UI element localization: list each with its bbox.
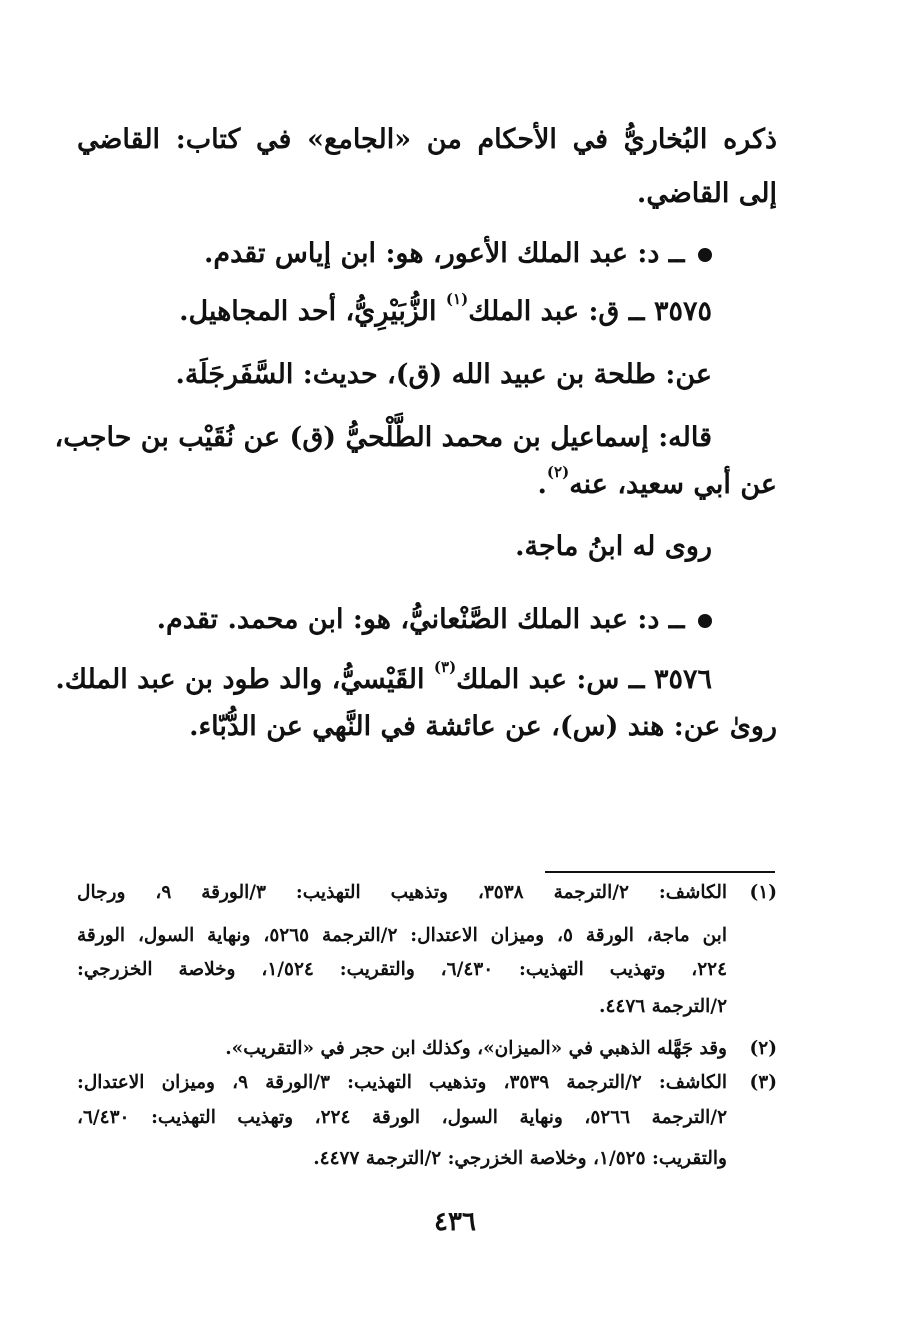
text-line: ذكره البُخاريُّ في الأحكام من «الجامع» في كتاب: القاضي [77, 124, 777, 155]
entry-number-name: ٣٥٧٥ ــ ق: عبد الملك [468, 296, 712, 327]
text-line: روىٰ عن: هند (س)، عن عائشة في النَّهي عن الدُّبّاء. [189, 711, 777, 742]
text-span: . [537, 469, 547, 500]
text-line: قاله: إسماعيل بن محمد الطَّلْحيُّ (ق) عن نُقَيْب بن حاجب، [54, 422, 712, 453]
footnote-line: ٢٢٤، وتهذيب التهذيب: ٦/٤٣٠، والتقريب: ١/٥٢٤، وخلاصة الخزرجي: [77, 959, 728, 980]
entry-line [204, 234, 712, 274]
footnote-number: (١) [749, 882, 777, 903]
footnote-ref: (٢) [546, 463, 570, 481]
footnote-line: ٢/الترجمة ٤٤٧٦. [599, 996, 727, 1017]
entry-text: القَيْسيُّ، والد طود بن عبد الملك. [55, 664, 434, 695]
footnote-line: ٢/الترجمة ٥٢٦٦، ونهاية السول، الورقة ٢٢٤، وتهذيب التهذيب: ٦/٤٣٠، [77, 1107, 727, 1128]
footnote-ref: (١) [445, 290, 469, 308]
page-number: ٤٣٦ [434, 1207, 476, 1237]
footnote-line: الكاشف: ٢/الترجمة ٣٥٣٨، وتذهيب التهذيب: ٣/الورقة ٩، ورجال [77, 882, 727, 903]
footnote-number: (٢) [749, 1038, 777, 1059]
bullet-icon [698, 248, 712, 262]
text-span: عن أبي سعيد، عنه [569, 469, 777, 500]
text-line: عن: طلحة بن عبيد الله (ق)، حديث: السَّفَرجَلَة. [175, 359, 712, 390]
entry-text: ــ د: عبد الملك الأعور، هو: ابن إياس تقدم. [204, 238, 685, 269]
entry-heading [179, 292, 712, 332]
text-line: روى له ابنُ ماجة. [515, 531, 712, 562]
footnote-number: (٣) [749, 1072, 777, 1093]
text-line: إلى القاضي. [636, 178, 777, 209]
footnote-line: الكاشف: ٢/الترجمة ٣٥٣٩، وتذهيب التهذيب: ٣/الورقة ٩، وميزان الاعتدال: [77, 1072, 727, 1093]
entry-text: الزُّبَيْرِيُّ، أحد المجاهيل. [179, 296, 446, 327]
footnote-line: وقد جَهَّله الذهبي في «الميزان»، وكذلك ابن حجر في «التقريب». [225, 1038, 727, 1059]
entry-line [157, 600, 712, 640]
bullet-icon [698, 614, 712, 628]
entry-number-name: ٣٥٧٦ ــ س: عبد الملك [456, 664, 712, 695]
entry-text: ــ د: عبد الملك الصَّنْعانيُّ، هو: ابن محمد. تقدم. [156, 604, 685, 635]
entry-heading [55, 660, 712, 700]
footnote-line: ابن ماجة، الورقة ٥، وميزان الاعتدال: ٢/الترجمة ٥٢٦٥، ونهاية السول، الورقة [77, 925, 727, 946]
footnote-ref: (٣) [433, 658, 457, 676]
footnote-separator [545, 871, 775, 873]
text-line [538, 465, 778, 505]
footnote-line: والتقريب: ١/٥٢٥، وخلاصة الخزرجي: ٢/الترجمة ٤٤٧٧. [313, 1148, 727, 1169]
